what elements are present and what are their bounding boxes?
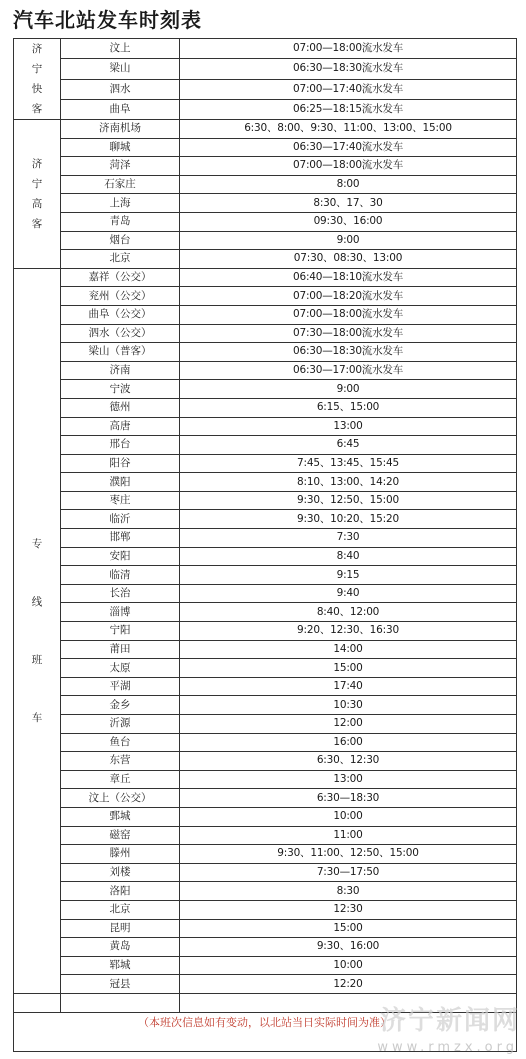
schedule-row (14, 919, 517, 938)
schedule-row (14, 287, 517, 306)
schedule-row (14, 79, 517, 99)
departure-time-cell: 06:30—18:30流水发车 (180, 343, 517, 362)
group-label-text: 济宁高客 (31, 157, 43, 230)
destination-cell: 滕州 (61, 845, 180, 864)
schedule-row (14, 715, 517, 734)
schedule-row (14, 845, 517, 864)
departure-time-cell: 8:10、13:00、14:20 (180, 473, 517, 492)
departure-time-cell: 12:30 (180, 900, 517, 919)
departure-time-cell: 07:00—18:00流水发车 (180, 39, 517, 59)
departure-time-cell: 13:00 (180, 417, 517, 436)
destination-cell: 济南机场 (61, 120, 180, 139)
schedule-row (14, 622, 517, 641)
schedule-row (14, 975, 517, 994)
schedule-row (14, 900, 517, 919)
destination-cell: 嘉祥（公交） (61, 268, 180, 287)
schedule-row (14, 324, 517, 343)
schedule-row (14, 863, 517, 882)
schedule-row (14, 39, 517, 59)
departure-time-cell: 8:30、17、30 (180, 194, 517, 213)
destination-cell: 安阳 (61, 547, 180, 566)
schedule-row (14, 361, 517, 380)
schedule-row (14, 194, 517, 213)
departure-time-cell: 6:30、12:30 (180, 752, 517, 771)
schedule-row (14, 807, 517, 826)
destination-cell: 曲阜 (61, 99, 180, 119)
destination-cell: 临清 (61, 566, 180, 585)
schedule-row (14, 380, 517, 399)
schedule-row (14, 659, 517, 678)
departure-time-cell: 7:30—17:50 (180, 863, 517, 882)
departure-time-cell: 9:20、12:30、16:30 (180, 622, 517, 641)
destination-cell: 聊城 (61, 138, 180, 157)
schedule-row (14, 212, 517, 231)
departure-time-cell: 9:30、11:00、12:50、15:00 (180, 845, 517, 864)
departure-time-cell: 7:30 (180, 529, 517, 548)
schedule-row (14, 584, 517, 603)
destination-cell: 烟台 (61, 231, 180, 250)
destination-cell: 磁窑 (61, 826, 180, 845)
departure-time-cell: 9:30、10:20、15:20 (180, 510, 517, 529)
departure-time-cell: 06:40—18:10流水发车 (180, 268, 517, 287)
schedule-row (14, 417, 517, 436)
schedule-row (14, 250, 517, 269)
destination-cell: 章丘 (61, 770, 180, 789)
departure-time-cell: 8:00 (180, 175, 517, 194)
destination-cell: 鱼台 (61, 733, 180, 752)
departure-time-cell: 6:30—18:30 (180, 789, 517, 808)
schedule-row (14, 231, 517, 250)
departure-time-cell: 13:00 (180, 770, 517, 789)
schedule-row (14, 770, 517, 789)
destination-cell: 枣庄 (61, 491, 180, 510)
departure-time-cell: 07:00—18:00流水发车 (180, 305, 517, 324)
departure-time-cell: 07:00—18:00流水发车 (180, 157, 517, 176)
schedule-row (14, 59, 517, 79)
departure-time-cell: 9:00 (180, 231, 517, 250)
destination-cell: 濮阳 (61, 473, 180, 492)
schedule-row (14, 640, 517, 659)
departure-time-cell: 6:45 (180, 436, 517, 455)
destination-cell: 鄄城 (61, 807, 180, 826)
departure-time-cell: 06:30—17:40流水发车 (180, 138, 517, 157)
destination-cell: 莆田 (61, 640, 180, 659)
destination-cell: 洛阳 (61, 882, 180, 901)
destination-cell: 青岛 (61, 212, 180, 231)
departure-time-cell: 9:00 (180, 380, 517, 399)
departure-time-cell: 8:40 (180, 547, 517, 566)
watermark-url: www.rmzx.org (377, 1040, 518, 1055)
destination-cell: 宁阳 (61, 622, 180, 641)
schedule-row (14, 938, 517, 957)
schedule-row (14, 343, 517, 362)
destination-cell: 兖州（公交） (61, 287, 180, 306)
destination-cell: 太原 (61, 659, 180, 678)
departure-time-cell: 11:00 (180, 826, 517, 845)
destination-cell: 石家庄 (61, 175, 180, 194)
departure-time-cell: 06:30—17:00流水发车 (180, 361, 517, 380)
departure-time-cell: 9:30、16:00 (180, 938, 517, 957)
destination-cell: 郓城 (61, 956, 180, 975)
schedule-row (14, 305, 517, 324)
destination-cell: 东营 (61, 752, 180, 771)
schedule-row (14, 603, 517, 622)
destination-cell: 北京 (61, 250, 180, 269)
schedule-row (14, 882, 517, 901)
destination-cell: 曲阜（公交） (61, 305, 180, 324)
group-label (14, 120, 61, 269)
destination-cell: 泗水 (61, 79, 180, 99)
destination-cell: 金乡 (61, 696, 180, 715)
schedule-row (14, 956, 517, 975)
schedule-row (14, 120, 517, 139)
departure-time-cell: 9:15 (180, 566, 517, 585)
departure-time-cell: 12:00 (180, 715, 517, 734)
departure-time-cell: 07:30—18:00流水发车 (180, 324, 517, 343)
schedule-row (14, 175, 517, 194)
schedule-row (14, 99, 517, 119)
schedule-row (14, 138, 517, 157)
departure-time-cell: 07:00—18:20流水发车 (180, 287, 517, 306)
departure-time-cell: 8:40、12:00 (180, 603, 517, 622)
destination-cell: 德州 (61, 398, 180, 417)
departure-time-cell: 15:00 (180, 659, 517, 678)
destination-cell: 梁山（普客） (61, 343, 180, 362)
schedule-row (14, 789, 517, 808)
destination-cell: 沂源 (61, 715, 180, 734)
destination-cell: 冠县 (61, 975, 180, 994)
departure-time-cell: 9:30、12:50、15:00 (180, 491, 517, 510)
departure-time-cell: 7:45、13:45、15:45 (180, 454, 517, 473)
schedule-row (14, 398, 517, 417)
departure-time-cell: 10:00 (180, 956, 517, 975)
departure-time-cell: 09:30、16:00 (180, 212, 517, 231)
schedule-table (13, 38, 517, 1052)
departure-time-cell: 6:30、8:00、9:30、11:00、13:00、15:00 (180, 120, 517, 139)
schedule-row (14, 529, 517, 548)
departure-time-cell: 06:30—18:30流水发车 (180, 59, 517, 79)
destination-cell: 菏泽 (61, 157, 180, 176)
destination-cell: 平湖 (61, 677, 180, 696)
schedule-row (14, 473, 517, 492)
schedule-row (14, 510, 517, 529)
destination-cell: 邢台 (61, 436, 180, 455)
schedule-row (14, 696, 517, 715)
schedule-row (14, 677, 517, 696)
schedule-row (14, 547, 517, 566)
group-label (14, 268, 61, 993)
destination-cell: 上海 (61, 194, 180, 213)
schedule-row (14, 157, 517, 176)
departure-time-cell: 07:30、08:30、13:00 (180, 250, 517, 269)
destination-cell: 宁波 (61, 380, 180, 399)
destination-cell: 黄岛 (61, 938, 180, 957)
departure-time-cell: 6:15、15:00 (180, 398, 517, 417)
schedule-row (14, 268, 517, 287)
departure-time-cell: 17:40 (180, 677, 517, 696)
departure-time-cell: 07:00—17:40流水发车 (180, 79, 517, 99)
destination-cell: 昆明 (61, 919, 180, 938)
destination-cell: 淄博 (61, 603, 180, 622)
destination-cell: 济南 (61, 361, 180, 380)
schedule-row (14, 566, 517, 585)
destination-cell: 邯郸 (61, 529, 180, 548)
watermark-logo: 济宁新闻网 (379, 1006, 520, 1036)
destination-cell: 泗水（公交） (61, 324, 180, 343)
departure-time-cell: 16:00 (180, 733, 517, 752)
destination-cell: 高唐 (61, 417, 180, 436)
group-label (14, 39, 61, 120)
page-title: 汽车北站发车时刻表 (13, 8, 202, 32)
destination-cell: 汶上（公交） (61, 789, 180, 808)
departure-time-cell: 06:25—18:15流水发车 (180, 99, 517, 119)
departure-time-cell: 10:00 (180, 807, 517, 826)
destination-cell: 临沂 (61, 510, 180, 529)
destination-cell: 长治 (61, 584, 180, 603)
schedule-note: （本班次信息如有变动，以北站当日实际时间为准） (138, 1016, 391, 1029)
departure-time-cell: 12:20 (180, 975, 517, 994)
empty-cell (61, 993, 180, 1012)
destination-cell: 梁山 (61, 59, 180, 79)
departure-time-cell: 9:40 (180, 584, 517, 603)
group-label-text: 济宁快客 (31, 43, 43, 115)
empty-cell (14, 993, 61, 1012)
schedule-row (14, 826, 517, 845)
destination-cell: 阳谷 (61, 454, 180, 473)
departure-time-cell: 10:30 (180, 696, 517, 715)
schedule-row (14, 733, 517, 752)
departure-time-cell: 15:00 (180, 919, 517, 938)
departure-time-cell: 8:30 (180, 882, 517, 901)
schedule-row (14, 436, 517, 455)
schedule-row (14, 752, 517, 771)
destination-cell: 刘楼 (61, 863, 180, 882)
schedule-row (14, 491, 517, 510)
destination-cell: 汶上 (61, 39, 180, 59)
schedule-row (14, 454, 517, 473)
destination-cell: 北京 (61, 900, 180, 919)
departure-time-cell: 14:00 (180, 640, 517, 659)
group-label-text: 专线班车 (31, 537, 43, 724)
schedule-body (14, 39, 517, 1052)
